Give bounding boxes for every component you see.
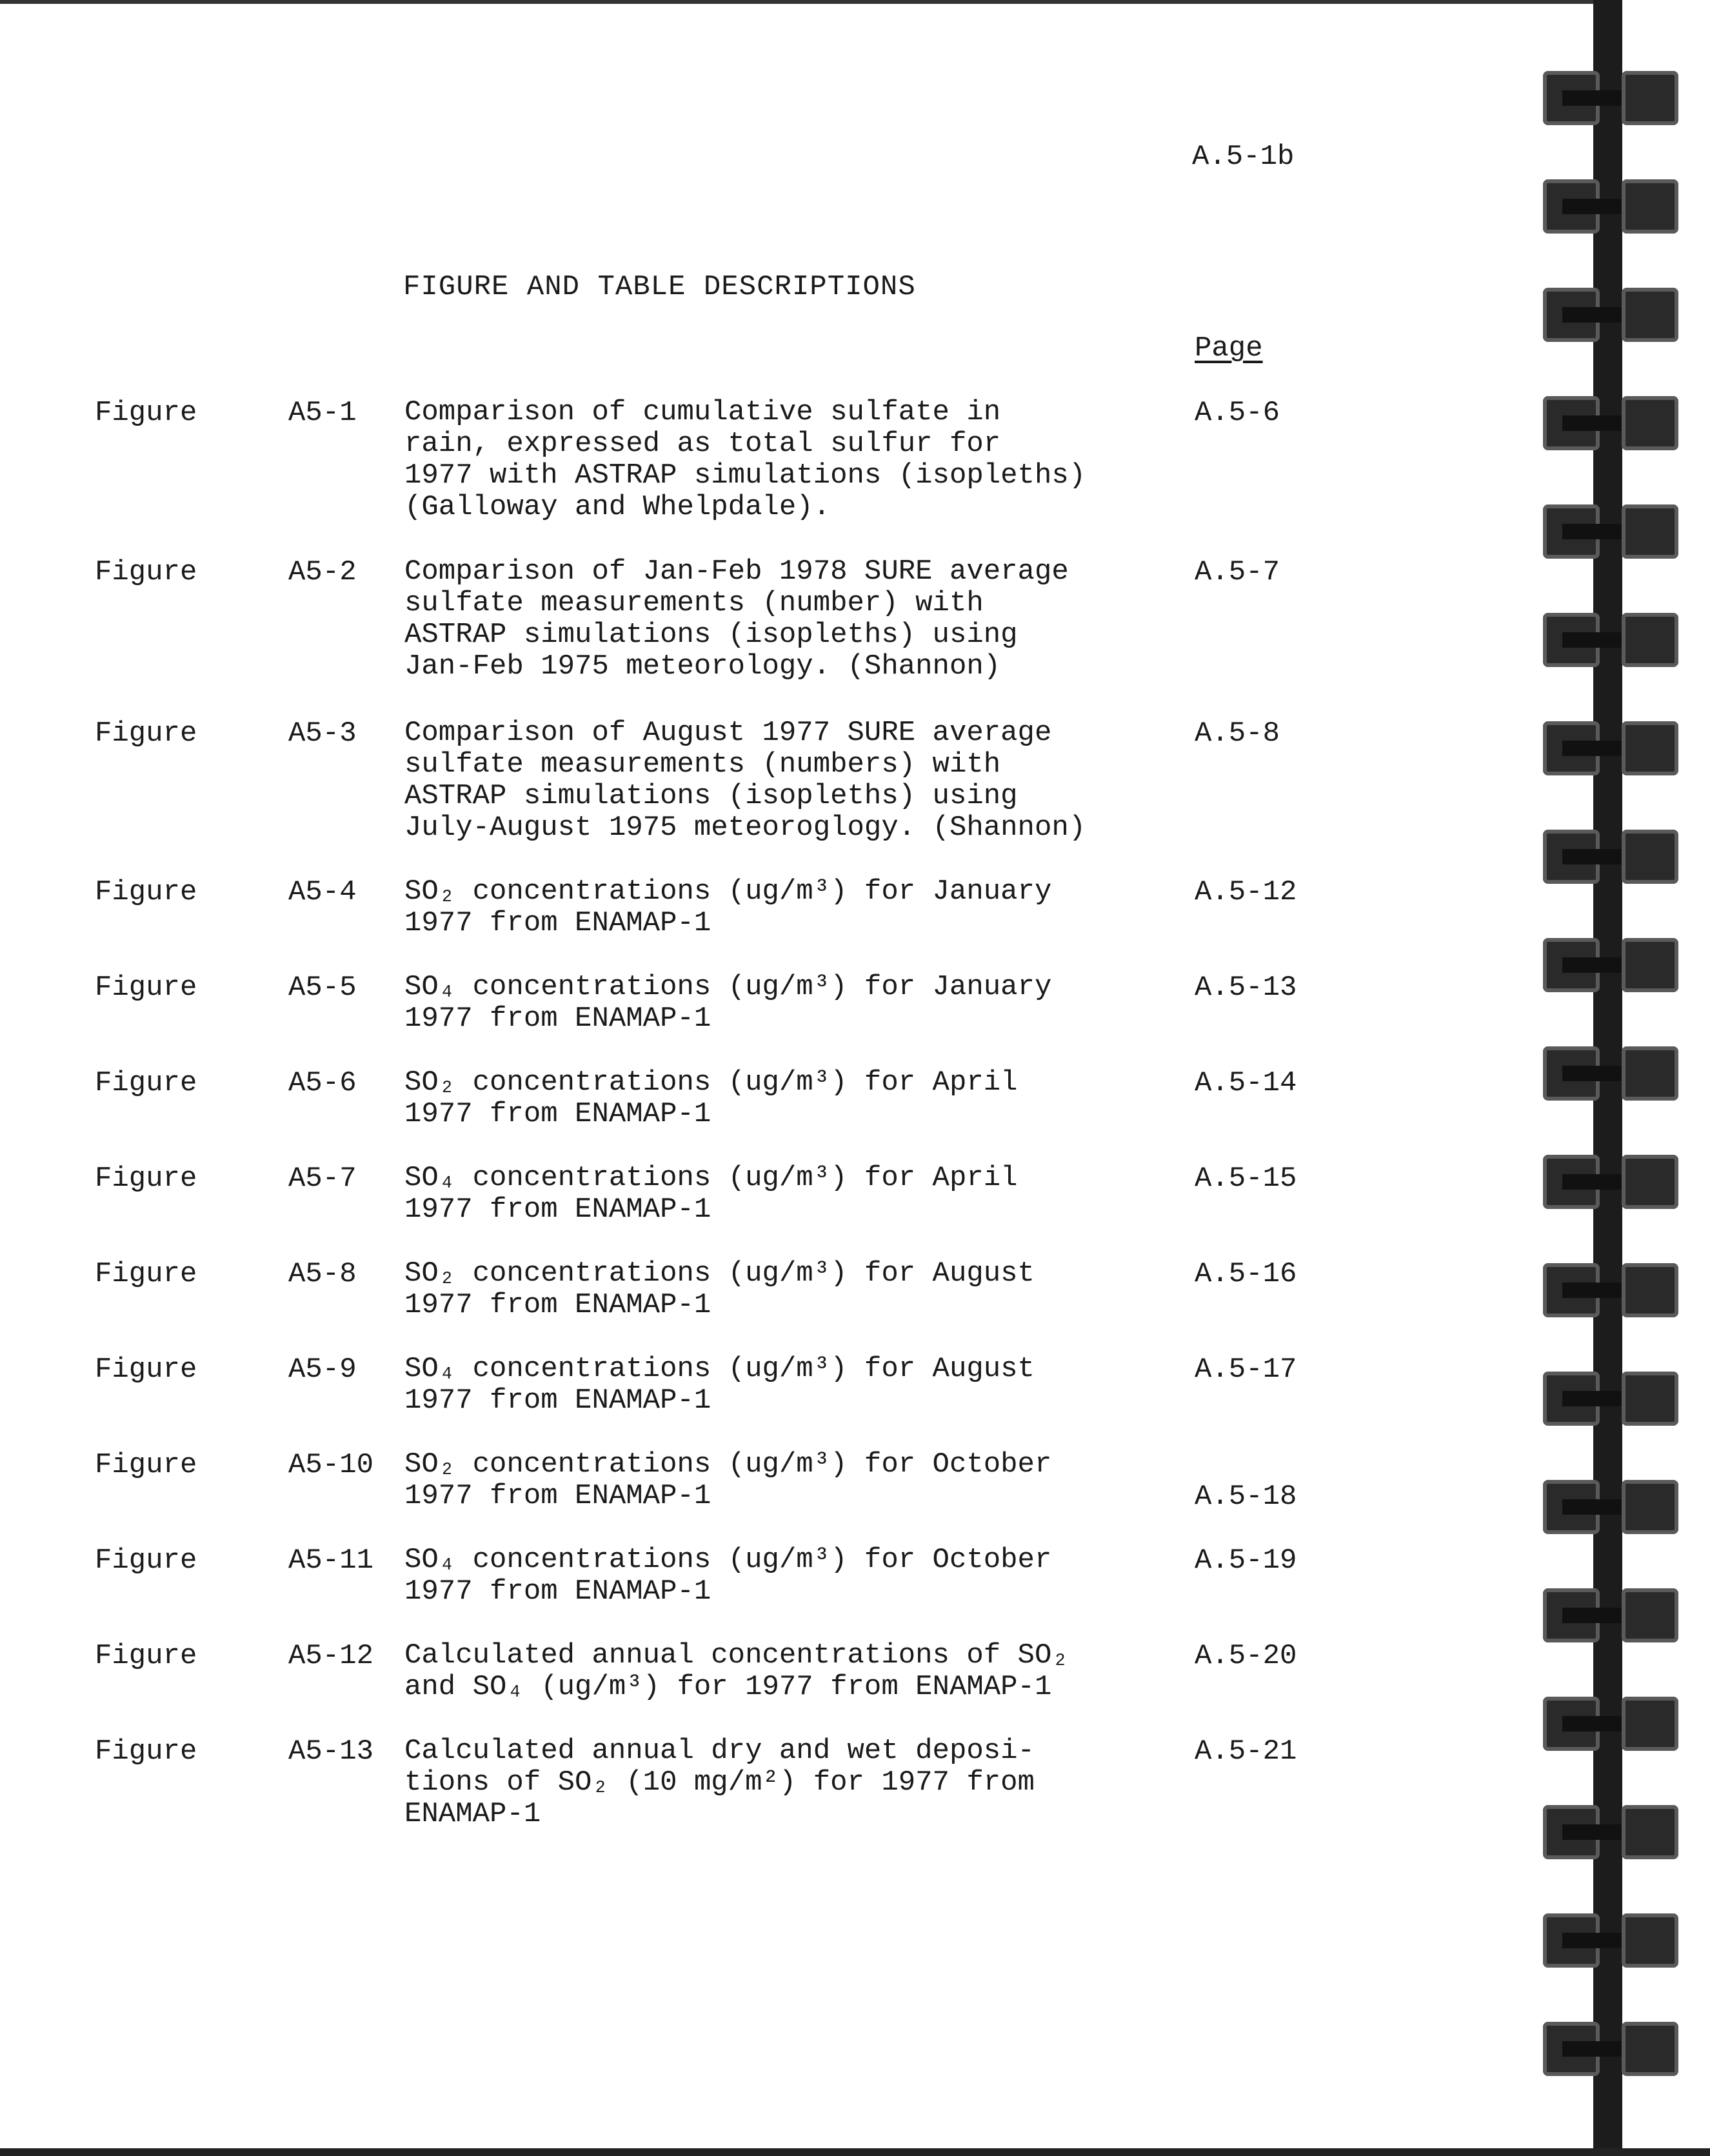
binding-coil bbox=[1543, 396, 1678, 450]
entry-description: SO₄ concentrations (ug/m³) for January 1977 from ENAMAP-1 bbox=[404, 971, 1052, 1035]
entry-number: A5-12 bbox=[288, 1640, 374, 1672]
entry-label: Figure bbox=[95, 1258, 197, 1290]
entry-label: Figure bbox=[95, 972, 197, 1004]
binding-coil bbox=[1543, 1046, 1678, 1101]
binding-coil bbox=[1543, 179, 1678, 234]
entry-label: Figure bbox=[95, 397, 197, 429]
figure-entry bbox=[0, 717, 1355, 846]
entry-number: A5-9 bbox=[288, 1353, 357, 1386]
entry-label: Figure bbox=[95, 1449, 197, 1481]
entry-number: A5-13 bbox=[288, 1735, 374, 1768]
binding-coil bbox=[1543, 721, 1678, 775]
entry-label: Figure bbox=[95, 876, 197, 908]
entry-page: A.5-15 bbox=[1195, 1163, 1297, 1195]
entry-page: A.5-16 bbox=[1195, 1258, 1297, 1290]
entry-description: SO₂ concentrations (ug/m³) for August 1977 from ENAMAP-1 bbox=[404, 1257, 1035, 1321]
entry-page: A.5-6 bbox=[1195, 397, 1280, 429]
entry-number: A5-3 bbox=[288, 717, 357, 750]
entry-description: Calculated annual concentrations of SO₂ and SO₄ (ug/m³) for 1977 from ENAMAP-1 bbox=[404, 1639, 1069, 1703]
entry-page: A.5-7 bbox=[1195, 556, 1280, 588]
entry-page: A.5-20 bbox=[1195, 1640, 1297, 1672]
entry-number: A5-8 bbox=[288, 1258, 357, 1290]
page-column-label: Page bbox=[1195, 332, 1263, 364]
binding-coil bbox=[1543, 504, 1678, 559]
entry-label: Figure bbox=[95, 717, 197, 750]
binding-coil bbox=[1543, 938, 1678, 992]
entry-number: A5-11 bbox=[288, 1544, 374, 1577]
entry-label: Figure bbox=[95, 1735, 197, 1768]
entry-label: Figure bbox=[95, 1353, 197, 1386]
entry-description: Comparison of Jan-Feb 1978 SURE average sulfate measurements (number) with ASTRAP simulations (isopleths) using Jan-Feb 1975 meteorology. (Shannon) bbox=[404, 555, 1069, 683]
entry-number: A5-2 bbox=[288, 556, 357, 588]
figure-entry bbox=[0, 556, 1355, 685]
binding-coil bbox=[1543, 1263, 1678, 1317]
entry-number: A5-7 bbox=[288, 1163, 357, 1195]
entry-label: Figure bbox=[95, 1067, 197, 1099]
top-edge-rule bbox=[0, 0, 1600, 4]
entry-number: A5-6 bbox=[288, 1067, 357, 1099]
entry-description: SO₂ concentrations (ug/m³) for October 1977 from ENAMAP-1 bbox=[404, 1448, 1052, 1512]
entry-page: A.5-19 bbox=[1195, 1544, 1297, 1577]
entry-number: A5-5 bbox=[288, 972, 357, 1004]
figure-entry bbox=[0, 1735, 1355, 1864]
binding-coil bbox=[1543, 830, 1678, 884]
entry-label: Figure bbox=[95, 1544, 197, 1577]
entry-description: SO₄ concentrations (ug/m³) for August 1977 from ENAMAP-1 bbox=[404, 1353, 1035, 1417]
entry-description: Calculated annual dry and wet deposi- tions of SO₂ (10 mg/m²) for 1977 from ENAMAP-1 bbox=[404, 1735, 1035, 1830]
entry-description: Comparison of cumulative sulfate in rain, expressed as total sulfur for 1977 with ASTRAP simulations (isopleths) (Galloway and Whelpdale). bbox=[404, 396, 1086, 523]
bottom-edge-rule bbox=[0, 2148, 1710, 2156]
entry-page: A.5-18 bbox=[1195, 1481, 1297, 1513]
entry-page: A.5-14 bbox=[1195, 1067, 1297, 1099]
entry-description: Comparison of August 1977 SURE average sulfate measurements (numbers) with ASTRAP simulations (isopleths) using July-August 1975 meteoroglogy. (Shannon) bbox=[404, 717, 1086, 844]
binding-coil bbox=[1543, 288, 1678, 342]
entry-page: A.5-8 bbox=[1195, 717, 1280, 750]
binding-coil bbox=[1543, 1155, 1678, 1209]
binding-coil bbox=[1543, 1372, 1678, 1426]
binding-coil bbox=[1543, 1805, 1678, 1859]
entry-page: A.5-12 bbox=[1195, 876, 1297, 908]
entry-description: SO₂ concentrations (ug/m³) for April 1977 from ENAMAP-1 bbox=[404, 1066, 1018, 1130]
figure-entry bbox=[0, 397, 1355, 526]
binding-coil bbox=[1543, 1480, 1678, 1534]
entry-page: A.5-13 bbox=[1195, 972, 1297, 1004]
entry-number: A5-4 bbox=[288, 876, 357, 908]
binding-coil bbox=[1543, 613, 1678, 667]
entry-description: SO₄ concentrations (ug/m³) for October 1977 from ENAMAP-1 bbox=[404, 1544, 1052, 1608]
page-heading: FIGURE AND TABLE DESCRIPTIONS bbox=[403, 271, 916, 303]
entry-label: Figure bbox=[95, 556, 197, 588]
entry-label: Figure bbox=[95, 1640, 197, 1672]
binding-coil bbox=[1543, 1697, 1678, 1751]
binding-coil bbox=[1543, 71, 1678, 125]
entry-label: Figure bbox=[95, 1163, 197, 1195]
entry-description: SO₂ concentrations (ug/m³) for January 1977 from ENAMAP-1 bbox=[404, 875, 1052, 939]
entry-number: A5-10 bbox=[288, 1449, 374, 1481]
entry-page: A.5-21 bbox=[1195, 1735, 1297, 1768]
page-number: A.5-1b bbox=[1192, 141, 1295, 173]
binding-coil bbox=[1543, 1913, 1678, 1968]
binding-coil bbox=[1543, 2022, 1678, 2076]
binding-coil bbox=[1543, 1588, 1678, 1642]
entry-number: A5-1 bbox=[288, 397, 357, 429]
entry-description: SO₄ concentrations (ug/m³) for April 1977 from ENAMAP-1 bbox=[404, 1162, 1018, 1226]
entry-page: A.5-17 bbox=[1195, 1353, 1297, 1386]
